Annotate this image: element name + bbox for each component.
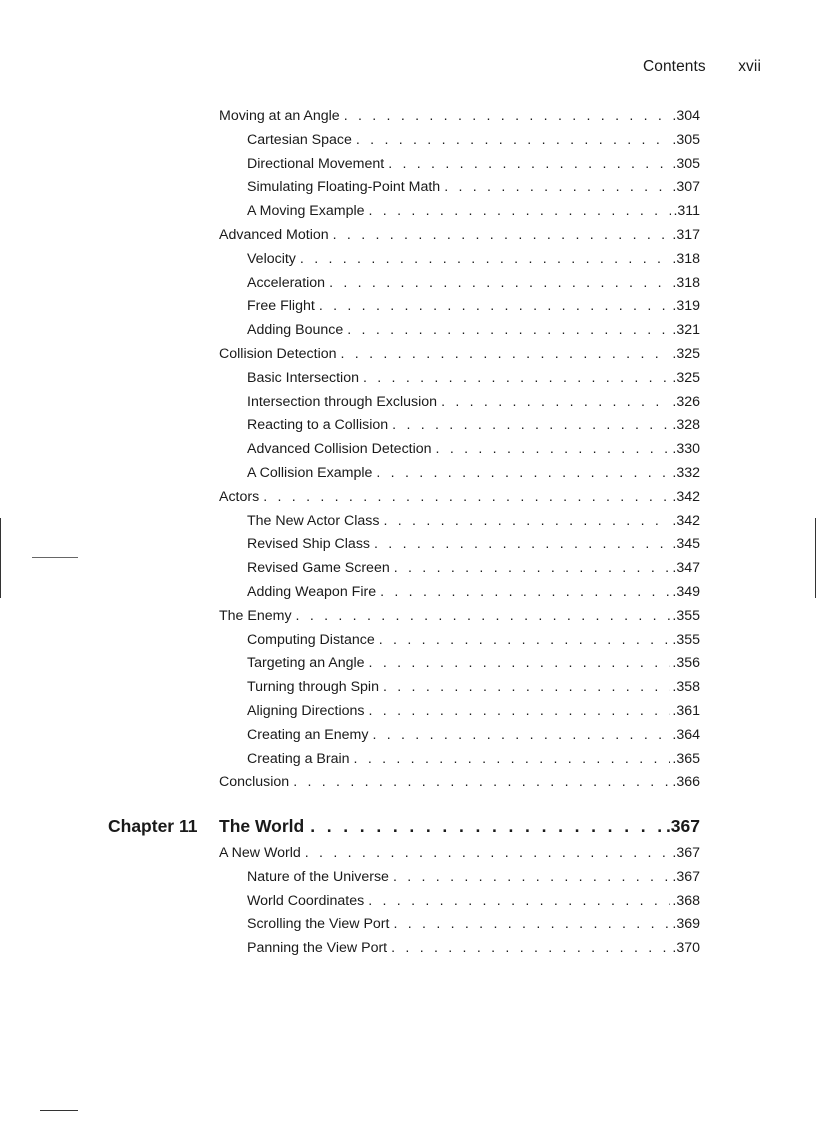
dot-leader xyxy=(383,513,670,529)
dot-leader xyxy=(374,536,670,552)
toc-entry-title: Adding Weapon Fire xyxy=(247,583,377,600)
toc-entry-title: The New Actor Class xyxy=(247,512,380,529)
toc-entry-page-number: .326 xyxy=(672,393,700,410)
toc-entry-title: Panning the View Port xyxy=(247,940,388,957)
dot-leader xyxy=(444,179,670,195)
toc-entry[interactable] xyxy=(219,417,700,441)
toc-entry-page-number: .342 xyxy=(672,512,700,529)
dot-leader xyxy=(369,655,671,671)
toc-entry[interactable] xyxy=(219,513,700,537)
toc-list-bottom xyxy=(219,845,700,964)
dot-leader xyxy=(394,560,671,576)
toc-entry-page-number: .366 xyxy=(672,774,700,791)
toc-entry-title: Cartesian Space xyxy=(247,131,352,148)
dot-leader xyxy=(393,916,670,932)
dot-leader xyxy=(369,703,671,719)
toc-entry-title: Velocity xyxy=(247,250,296,267)
toc-entry[interactable] xyxy=(219,203,700,227)
dot-leader xyxy=(347,322,670,338)
dot-leader xyxy=(388,156,670,172)
dot-leader xyxy=(341,346,671,362)
toc-entry-page-number: .325 xyxy=(672,345,700,362)
toc-entry[interactable] xyxy=(219,632,700,656)
toc-entry-page-number: .368 xyxy=(672,892,700,909)
toc-entry[interactable] xyxy=(219,489,700,513)
toc-entry-title: Turning through Spin xyxy=(247,679,379,696)
toc-entry-page-number: .355 xyxy=(672,607,700,624)
toc-entry-title: Intersection through Exclusion xyxy=(247,393,438,410)
toc-entry-page-number: .332 xyxy=(672,464,700,481)
toc-entry[interactable] xyxy=(219,322,700,346)
chapter-title: The World xyxy=(219,816,305,836)
toc-entry[interactable] xyxy=(219,751,700,775)
toc-entry-page-number: .305 xyxy=(672,131,700,148)
toc-entry-title: A New World xyxy=(219,845,301,861)
toc-entry-page-number: .319 xyxy=(672,298,700,315)
toc-entry-title: Adding Bounce xyxy=(247,322,344,339)
toc-entry-title: Free Flight xyxy=(247,298,315,315)
toc-entry-page-number: .328 xyxy=(672,417,700,434)
toc-entry-title: Reacting to a Collision xyxy=(247,417,389,434)
dot-leader xyxy=(441,394,670,410)
toc-entry-title: Aligning Directions xyxy=(247,702,365,719)
dot-leader xyxy=(293,774,670,790)
toc-entry[interactable] xyxy=(219,679,700,703)
toc-entry-title: Simulating Floating-Point Math xyxy=(247,179,441,196)
toc-entry[interactable] xyxy=(219,536,700,560)
toc-entry[interactable] xyxy=(219,655,700,679)
toc-entry-page-number: .317 xyxy=(672,226,700,243)
dot-leader xyxy=(305,845,671,861)
toc-entry-page-number: .356 xyxy=(672,655,700,672)
toc-entry-title: Acceleration xyxy=(247,274,326,291)
toc-entry-page-number: .361 xyxy=(672,702,700,719)
running-head-section: Contents xyxy=(642,58,706,75)
toc-entry-page-number: .330 xyxy=(672,441,700,458)
toc-entry[interactable] xyxy=(219,703,700,727)
toc-entry-title: Revised Game Screen xyxy=(247,560,390,577)
dot-leader xyxy=(354,751,671,767)
dot-leader xyxy=(310,816,664,837)
toc-entry-title: Nature of the Universe xyxy=(247,868,389,885)
toc-entry-page-number: .365 xyxy=(672,750,700,767)
toc-entry[interactable] xyxy=(219,156,700,180)
dot-leader xyxy=(363,370,670,386)
toc-entry-page-number: .369 xyxy=(672,916,700,933)
toc-entry-page-number: .370 xyxy=(672,940,700,957)
toc-entry-page-number: .345 xyxy=(672,536,700,553)
dot-leader xyxy=(372,727,670,743)
toc-entry-title: Creating a Brain xyxy=(247,750,350,767)
toc-entry[interactable] xyxy=(219,774,700,798)
toc-entry[interactable] xyxy=(219,608,700,632)
page-folio: xvii xyxy=(738,58,761,75)
dot-leader xyxy=(296,608,671,624)
toc-entry-title: Moving at an Angle xyxy=(219,108,340,124)
toc-entry-page-number: .355 xyxy=(672,631,700,648)
toc-entry-title: Collision Detection xyxy=(219,345,337,362)
toc-entry-page-number: .325 xyxy=(672,369,700,386)
toc-entry-title: Basic Intersection xyxy=(247,369,359,386)
dot-leader xyxy=(393,869,670,885)
toc-entry[interactable] xyxy=(219,727,700,751)
dot-leader xyxy=(333,227,671,243)
dot-leader xyxy=(369,203,672,219)
toc-entry-title: A Moving Example xyxy=(247,203,365,220)
toc-entry-page-number: .311 xyxy=(673,203,700,220)
toc-entry[interactable] xyxy=(219,441,700,465)
toc-list-top xyxy=(219,108,700,798)
toc-entry[interactable] xyxy=(219,584,700,608)
toc-entry-page-number: .367 xyxy=(672,845,700,861)
toc-entry-page-number: .358 xyxy=(672,679,700,696)
toc-entry[interactable] xyxy=(219,275,700,299)
toc-entry[interactable] xyxy=(219,179,700,203)
toc-entry[interactable] xyxy=(219,132,700,156)
dot-leader xyxy=(436,441,671,457)
dot-leader xyxy=(356,132,670,148)
toc-entry-page-number: .349 xyxy=(672,583,700,600)
toc-entry-title: Targeting an Angle xyxy=(247,655,365,672)
toc-entry[interactable] xyxy=(219,940,700,964)
dot-leader xyxy=(391,940,670,956)
dot-leader xyxy=(368,893,670,909)
toc-entry[interactable] xyxy=(219,298,700,322)
toc-entry[interactable] xyxy=(219,869,700,893)
chapter-entry[interactable] xyxy=(108,816,700,846)
dot-leader xyxy=(263,489,670,505)
toc-entry-page-number: .304 xyxy=(672,108,700,124)
dot-leader xyxy=(383,679,670,695)
toc-entry-title: Computing Distance xyxy=(247,631,375,648)
toc-entry-page-number: .307 xyxy=(672,179,700,196)
toc-entry[interactable] xyxy=(219,916,700,940)
toc-entry-page-number: .318 xyxy=(672,274,700,291)
toc-entry-title: Actors xyxy=(219,488,260,505)
toc-entry-page-number: .321 xyxy=(672,322,700,339)
toc-entry[interactable] xyxy=(219,346,700,370)
toc-entry-title: Revised Ship Class xyxy=(247,536,371,553)
toc-entry-title: Advanced Collision Detection xyxy=(247,441,432,458)
toc-entry-title: Scrolling the View Port xyxy=(247,916,390,933)
toc-entry[interactable] xyxy=(219,370,700,394)
toc-entry[interactable] xyxy=(219,394,700,418)
registration-mark xyxy=(32,557,78,558)
toc-entry-title: The Enemy xyxy=(219,607,292,624)
toc-entry[interactable] xyxy=(219,560,700,584)
toc-entry-title: Conclusion xyxy=(219,774,290,791)
toc-entry[interactable] xyxy=(219,893,700,917)
toc-entry[interactable] xyxy=(219,465,700,489)
toc-entry-page-number: .347 xyxy=(672,560,700,577)
dot-leader xyxy=(344,108,671,124)
dot-leader xyxy=(319,298,671,314)
toc-entry-page-number: .305 xyxy=(672,155,700,172)
toc-entry-title: Creating an Enemy xyxy=(247,726,369,743)
dot-leader xyxy=(379,632,671,648)
dot-leader xyxy=(392,417,670,433)
toc-entry-page-number: .342 xyxy=(672,488,700,505)
toc-entry[interactable] xyxy=(219,251,700,275)
toc-entry-page-number: .364 xyxy=(672,726,700,743)
chapter-page-number: .367 xyxy=(665,816,700,836)
crop-mark-bottom xyxy=(40,1110,78,1111)
dot-leader xyxy=(376,465,670,481)
toc-entry-page-number: .318 xyxy=(672,250,700,267)
toc-entry-title: Advanced Motion xyxy=(219,226,329,243)
toc-entry-title: A Collision Example xyxy=(247,464,373,481)
toc-entry-page-number: .367 xyxy=(672,868,700,885)
toc-entry-title: Directional Movement xyxy=(247,155,385,172)
running-head xyxy=(643,58,761,76)
toc-entry[interactable] xyxy=(219,227,700,251)
dot-leader xyxy=(329,275,670,291)
toc-entry[interactable] xyxy=(219,845,700,869)
toc-entry-title: World Coordinates xyxy=(247,892,365,909)
chapter-label: Chapter 11 xyxy=(108,816,198,836)
crop-mark-left xyxy=(0,518,1,598)
dot-leader xyxy=(300,251,670,267)
toc-entry[interactable] xyxy=(219,108,700,132)
dot-leader xyxy=(380,584,670,600)
